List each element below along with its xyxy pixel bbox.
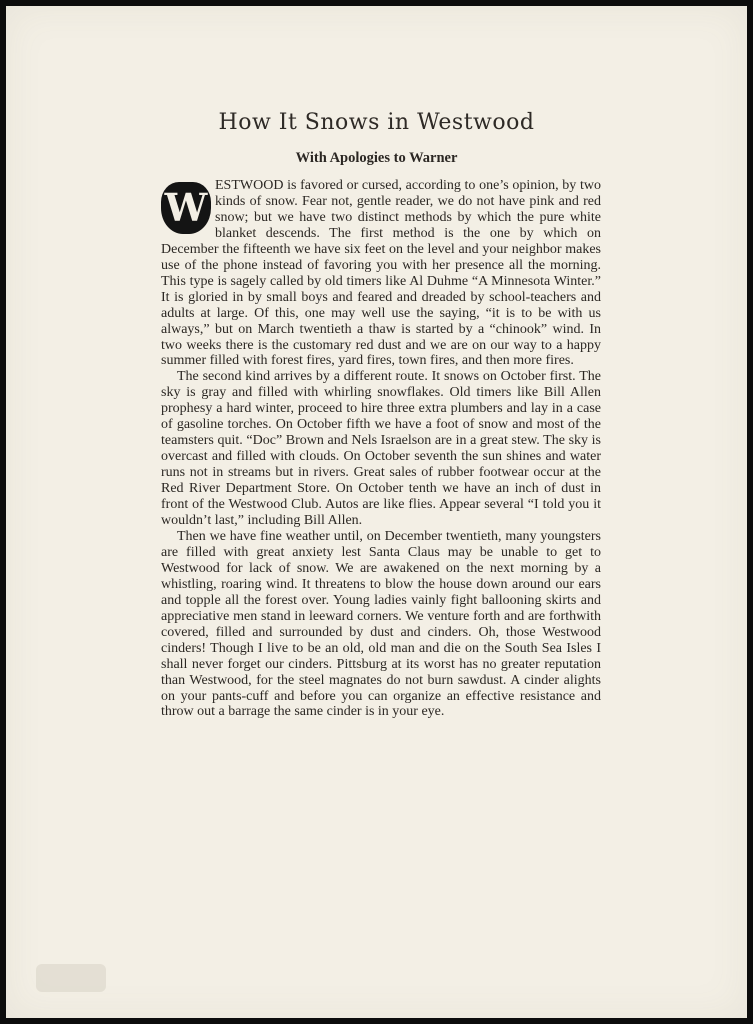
page-subtitle: With Apologies to Warner	[295, 150, 458, 166]
paragraph	[161, 178, 601, 369]
paragraph: Then we have fine weather until, on December twentieth, many youngsters are filled with great anxiety lest Santa Claus may be unable to get to Westwood for lack of snow. We are awakened on the next morning by a whistling, roaring wind. It threatens to blow the house down around our ears and topple all the forest over. Young ladies vainly fight ballooning skirts and appreciative men stand in leeward corners. We venture forth and are forthwith covered, filled and surrounded by dust and cinders. Oh, those Westwood cinders! Though I live to be an old, old man and die on the South Sea Isles I shall never forget our cinders. Pittsburg at its worst has no greater reputation than Westwood, for the steel magnates do not burn sawdust. A cinder alights on your pants-cuff and before you can organize an effective resistance and throw out a barrage the same cinder is in your eye.	[161, 528, 601, 720]
paragraph-text: ESTWOOD is favored or cursed, according to one’s opinion, by two kinds of snow. Fear not, gentle reader, we do not have pink and red snow; but we have two distinct methods by which the pure white blanket descends. The first method is the one by which on December the fifteenth we have six feet on the level and your neighbor makes use of the phone instead of favoring you with her presence all the morning. This type is sagely called by old timers like Al Duhme “A Minnesota Winter.” It is gloried in by small boys and feared and dreaded by school-teachers and adults at large. Of this, one may well use the saying, “it is to be with us always,” but on March twentieth a thaw is started by a “chinook” wind. In two weeks there is the customary red dust and we are on our way to a happy summer filled with forest fires, yard fires, town fires, and then more fires.	[161, 178, 601, 369]
paper-smudge	[36, 964, 106, 992]
document-page	[6, 6, 747, 1018]
article-body	[161, 178, 601, 720]
paragraph: The second kind arrives by a different route. It snows on October first. The sky is gray and filled with whirling snowflakes. Old timers like Bill Allen prophesy a hard winter, proceed to hire three extra plumbers and lay in a case of gasoline torches. On October fifth we have a foot of snow and most of the teamsters quit. “Doc” Brown and Nels Israelson are in a great stew. The sky is overcast and filled with clouds. On October seventh the sun shines and water runs not in streams but in rivers. Great sales of rubber footwear occur at the Red River Department Store. On October tenth we have an inch of dust in front of the Westwood Club. Autos are like flies. Appear several “I told you it wouldn’t last,” including Bill Allen.	[161, 369, 601, 529]
dropcap-letter: W	[161, 182, 211, 234]
page-title: How It Snows in Westwood	[218, 110, 535, 135]
